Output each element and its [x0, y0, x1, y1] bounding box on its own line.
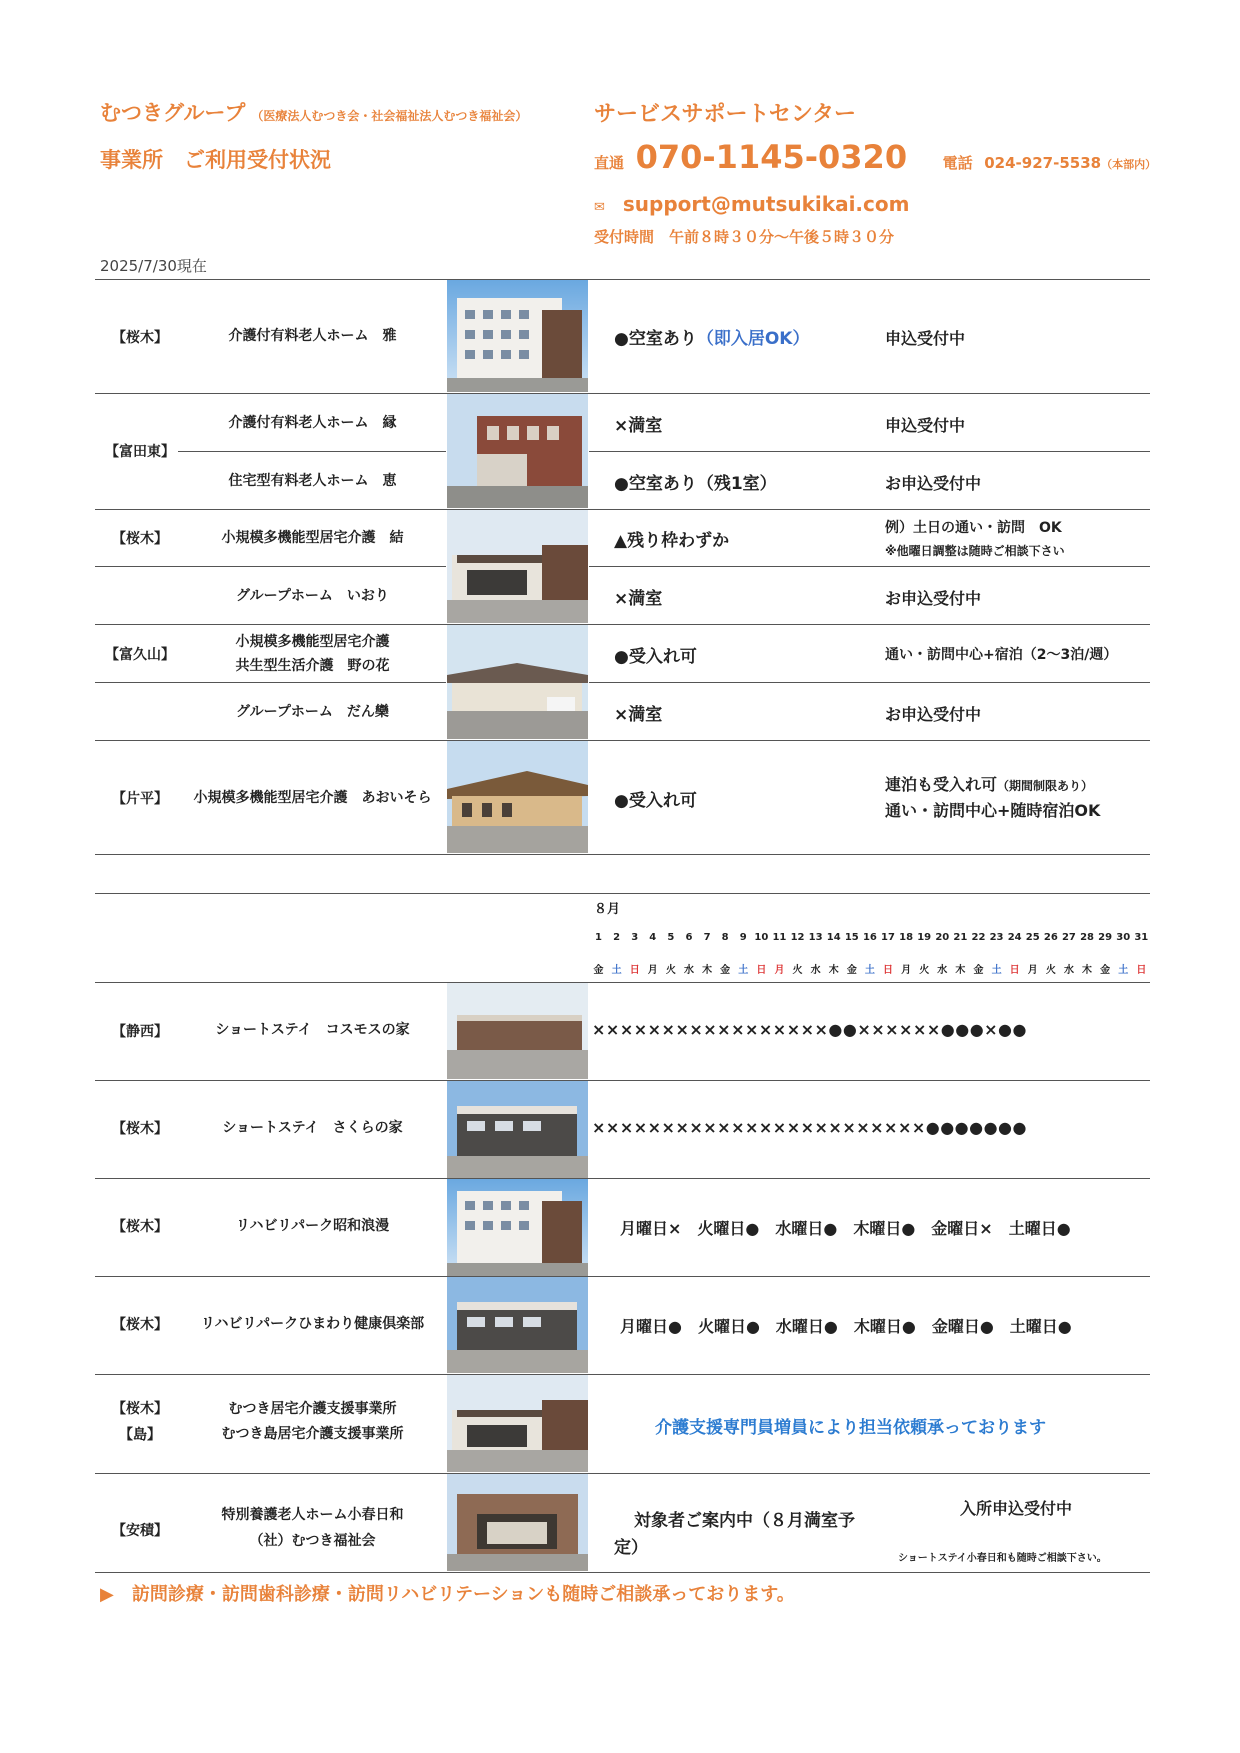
- footer-notice: ▶ 訪問診療・訪問歯科診療・訪問リハビリテーションも随時ご相談承っております。: [100, 1584, 795, 1605]
- calendar-day: 22: [971, 932, 986, 943]
- facility-photo: [447, 1179, 588, 1276]
- calendar-weekday: 土: [991, 965, 1002, 976]
- note: 申込受付中: [885, 329, 966, 348]
- calendar-weekday: 木: [702, 965, 713, 976]
- calendar-weekday: 金: [973, 965, 984, 976]
- calendar-weekday: 木: [828, 965, 839, 976]
- calendar-weekdays: [590, 961, 1150, 976]
- calendar-day: 7: [703, 932, 711, 943]
- status: ▲残り枠わずか: [614, 531, 730, 551]
- calendar-day: 17: [881, 932, 895, 943]
- page-title: 事業所 ご利用受付状況: [100, 148, 331, 172]
- facility-name: グループホーム だん欒: [236, 704, 389, 720]
- calendar-weekday: 水: [937, 965, 948, 976]
- calendar-weekday: 土: [738, 965, 749, 976]
- calendar-day: 4: [649, 932, 657, 943]
- facility-photo: [447, 1474, 588, 1571]
- note: お申込受付中: [885, 474, 982, 493]
- facility-name: むつき島居宅介護支援事業所: [221, 1426, 404, 1442]
- hours: 受付時間 午前８時３０分～午後５時３０分: [594, 228, 895, 246]
- weekday-availability: 月曜日× 火曜日● 水曜日● 木曜日● 金曜日× 土曜日●: [620, 1219, 1071, 1238]
- calendar-weekday: 金: [720, 965, 731, 976]
- area-label: 【桜木】: [112, 1121, 168, 1137]
- note-sub: 通い・訪問中心+随時宿泊OK: [885, 801, 1101, 820]
- calendar-day: 2: [613, 932, 621, 943]
- calendar-weekday: 日: [1009, 965, 1020, 976]
- calendar-weekday: 木: [955, 965, 966, 976]
- note: お申込受付中: [885, 589, 982, 608]
- note: 通い・訪問中心+宿泊（2～3泊/週）: [885, 647, 1118, 663]
- calendar-weekday: 日: [629, 965, 640, 976]
- calendar-weekday: 土: [1118, 965, 1129, 976]
- calendar-day: 14: [826, 932, 841, 943]
- facility-photo: [447, 280, 588, 392]
- weekday-availability: 月曜日● 火曜日● 水曜日● 木曜日● 金曜日● 土曜日●: [620, 1317, 1072, 1336]
- email-line: [594, 192, 909, 216]
- note: 入所申込受付中: [960, 1499, 1073, 1518]
- group-name: むつきグループ （医療法人むつき会・社会福祉法人むつき福祉会）: [100, 101, 528, 125]
- group-corp: （医療法人むつき会・社会福祉法人むつき福祉会）: [251, 109, 528, 123]
- calendar-weekday: 土: [611, 965, 622, 976]
- calendar-day: 11: [772, 932, 787, 943]
- mail-icon: ✉: [594, 200, 605, 215]
- status: ●空室あり（残1室）: [614, 474, 777, 494]
- facility-photo: [447, 741, 588, 853]
- center-name: サービスサポートセンター: [594, 102, 857, 127]
- area-label: 【桜木】: [112, 1401, 168, 1417]
- facility-name: 介護付有料老人ホーム 雅: [228, 328, 397, 344]
- facility-photo: [447, 510, 588, 623]
- facility-name: リハビリパークひまわり健康倶楽部: [200, 1316, 425, 1332]
- facility-name: 小規模多機能型居宅介護 結: [221, 530, 404, 546]
- calendar-day: 25: [1025, 932, 1040, 943]
- direct-line: 直通 070-1145-0320 電話 024-927-5538（本部内）: [594, 138, 1157, 176]
- calendar-weekday: 日: [1136, 965, 1147, 976]
- facility-name: 介護付有料老人ホーム 縁: [228, 415, 397, 431]
- calendar-weekday: 土: [864, 965, 875, 976]
- calendar-day: 29: [1098, 932, 1113, 943]
- status: ●受入れ可: [614, 791, 697, 811]
- facility-name: 特別養護老人ホーム小春日和: [221, 1507, 404, 1523]
- email-link[interactable]: support@mutsukikai.com: [622, 192, 910, 216]
- as-of-date: 2025/7/30現在: [100, 257, 207, 275]
- facility-name: ショートステイ さくらの家: [222, 1120, 403, 1136]
- calendar-day: 16: [862, 932, 877, 943]
- calendar-day: 5: [667, 932, 675, 943]
- calendar-day: 19: [917, 932, 932, 943]
- area-label: 【富田東】: [105, 444, 175, 460]
- calendar-day: 26: [1043, 932, 1058, 943]
- area-label: 【桜木】: [112, 1317, 168, 1333]
- facility-photo: [447, 1277, 588, 1373]
- facility-photo: [447, 1081, 588, 1178]
- calendar-day: 10: [754, 932, 769, 943]
- calendar-weekday: 火: [792, 965, 803, 976]
- note: 連泊も受入れ可（期間制限あり）: [885, 775, 1094, 794]
- status-cont: 定）: [614, 1538, 648, 1558]
- calendar-day: 21: [953, 932, 968, 943]
- calendar-weekday: 火: [1045, 965, 1056, 976]
- area-label: 【桜木】: [112, 330, 168, 346]
- calendar-weekday: 火: [919, 965, 930, 976]
- calendar-weekday: 火: [665, 965, 676, 976]
- calendar-day: 24: [1007, 932, 1022, 943]
- area-label: 【桜木】: [112, 1219, 168, 1235]
- calendar-month: ８月: [594, 902, 621, 917]
- note: 例）土日の通い・訪問 OK: [885, 520, 1062, 536]
- facility-photo: [447, 394, 588, 508]
- calendar-day: 1: [595, 932, 602, 943]
- calendar-weekday: 水: [810, 965, 821, 976]
- calendar-weekday: 金: [593, 965, 604, 976]
- calendar-day: 9: [739, 932, 747, 943]
- calendar-day: 20: [935, 932, 950, 943]
- calendar-weekday: 水: [1063, 965, 1074, 976]
- direct-phone[interactable]: 070-1145-0320: [635, 138, 908, 176]
- facility-name: 住宅型有料老人ホーム 恵: [228, 473, 397, 489]
- calendar-days: [590, 932, 1150, 943]
- calendar-weekday: 月: [647, 965, 658, 976]
- calendar-weekday: 月: [774, 965, 785, 976]
- facility-photo: [447, 983, 588, 1079]
- status: ×満室: [614, 416, 663, 436]
- tel-number[interactable]: 024-927-5538: [984, 154, 1102, 172]
- calendar-day: 6: [685, 932, 693, 943]
- area-label: 【島】: [119, 1427, 161, 1443]
- calendar-day: 12: [790, 932, 805, 943]
- facility-name: （社）むつき福祉会: [249, 1533, 376, 1549]
- calendar-day: 15: [844, 932, 859, 943]
- calendar-day: 18: [899, 932, 914, 943]
- availability-marks: ×××××××××××××××××●●××××××●●●×●●: [592, 1020, 1027, 1039]
- note-sub: ショートステイ小春日和も随時ご相談下さい。: [898, 1553, 1107, 1564]
- status: ×満室: [614, 589, 663, 609]
- facility-name: リハビリパーク昭和浪漫: [235, 1218, 390, 1234]
- facility-name: 小規模多機能型居宅介護 あおいそら: [193, 790, 432, 806]
- facility-name: 共生型生活介護 野の花: [235, 658, 390, 674]
- calendar-day: 28: [1080, 932, 1094, 943]
- calendar-weekday: 日: [756, 965, 767, 976]
- area-label: 【片平】: [112, 791, 168, 807]
- calendar-day: 13: [808, 932, 823, 943]
- area-label: 【桜木】: [112, 531, 168, 547]
- calendar-day: 30: [1116, 932, 1131, 943]
- calendar-day: 8: [721, 932, 729, 943]
- note: 申込受付中: [885, 416, 966, 435]
- calendar-day: 31: [1134, 932, 1149, 943]
- calendar-day: 23: [989, 932, 1004, 943]
- arrow-icon: ▶: [100, 1584, 114, 1605]
- status: ●空室あり（即入居OK）: [614, 329, 810, 349]
- availability-marks: ××××××××××××××××××××××××●●●●●●●: [592, 1118, 1027, 1137]
- calendar-weekday: 水: [683, 965, 694, 976]
- status: ×満室: [614, 705, 663, 725]
- calendar-weekday: 月: [901, 965, 912, 976]
- area-label: 【富久山】: [105, 647, 175, 663]
- calendar-day: 27: [1061, 932, 1076, 943]
- status: 対象者ご案内中（８月満室予: [634, 1511, 855, 1531]
- facility-name: 小規模多機能型居宅介護: [235, 634, 390, 650]
- status: ●受入れ可: [614, 647, 697, 667]
- facility-name: むつき居宅介護支援事業所: [228, 1401, 397, 1417]
- calendar-weekday: 月: [1027, 965, 1038, 976]
- facility-name: グループホーム いおり: [236, 588, 389, 604]
- note-sub: ※他曜日調整は随時ご相談下さい: [885, 544, 1065, 558]
- facility-photo: [447, 625, 588, 739]
- area-label: 【静西】: [112, 1024, 168, 1040]
- facility-photo: [447, 1375, 588, 1472]
- calendar-weekday: 金: [1100, 965, 1111, 976]
- care-manager-notice: 介護支援専門員増員により担当依頼承っております: [655, 1418, 1046, 1438]
- area-label: 【安積】: [112, 1523, 168, 1539]
- note: お申込受付中: [885, 705, 982, 724]
- calendar-weekday: 金: [846, 965, 857, 976]
- calendar-day: 3: [631, 932, 639, 943]
- calendar-weekday: 木: [1082, 965, 1093, 976]
- facility-name: ショートステイ コスモスの家: [215, 1022, 410, 1038]
- calendar-weekday: 日: [883, 965, 893, 976]
